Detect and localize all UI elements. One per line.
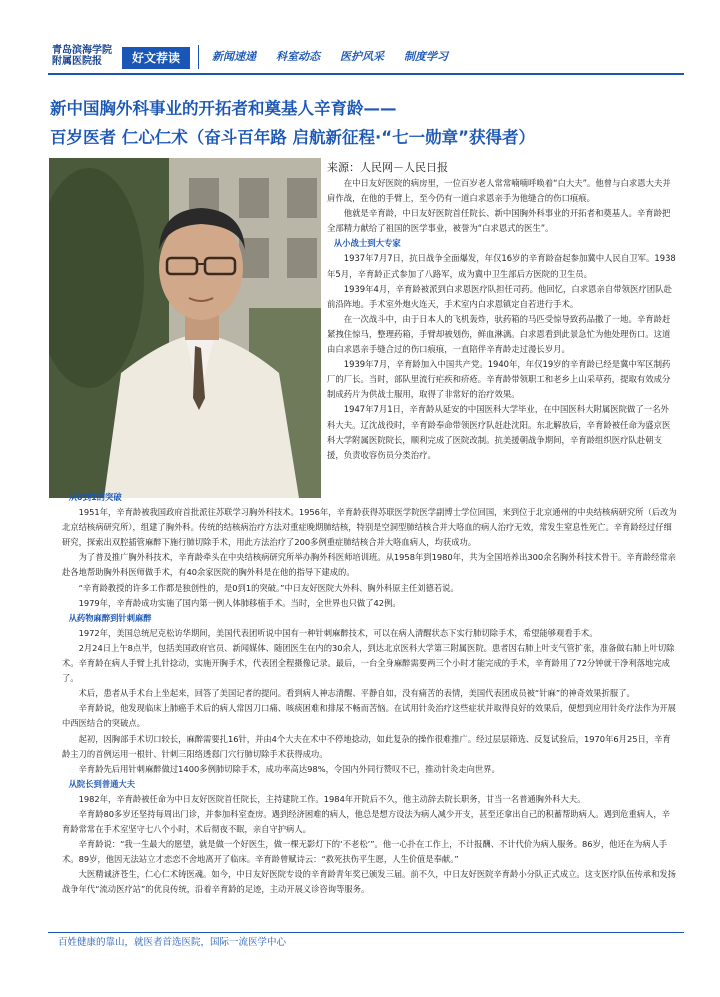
paragraph: 他就是辛育龄，中日友好医院首任院长、新中国胸外科事业的开拓者和奠基人。辛育龄把全部精力献给了祖国的医学事业，被誉为“白求恩式的医生”。 bbox=[327, 208, 671, 234]
paragraph: 辛育龄说，他发现临床上肺癌手术后的病人常因刀口痛、咳痰困难和排尿不畅而苦恼。在试用针灸治疗这些症状并取得良好的效果后，便想到应用针灸疗法作为开展中西医结合的突破点。 bbox=[62, 703, 676, 729]
article-source: 来源：人民网－人民日报 bbox=[327, 161, 448, 174]
paragraph: “辛育龄教授的许多工作都是独创性的，是0到1的突破。”中日友好医院大外科、胸外科原主任刘德若说。 bbox=[78, 582, 459, 593]
portrait-photo bbox=[49, 158, 321, 498]
nav-item-rules[interactable]: 制度学习 bbox=[404, 50, 448, 63]
newspaper-logo bbox=[52, 45, 114, 67]
paragraph: 1939年4月，辛育龄被派到白求恩医疗队担任司药。他回忆，白求恩亲自带领医疗团队赴前沿阵地。手术室外炮火连天，手术室内白求恩镇定自若进行手术。 bbox=[327, 283, 672, 309]
logo-line2: 附属医院报 bbox=[52, 56, 102, 67]
paragraph: 1947年7月1日，辛育龄从延安的中国医科大学毕业，在中国医科大附属医院做了一名外科大夫。辽沈战役时，辛育龄奉命带领医疗队赶赴沈阳。东北解放后，辛育龄被任命为盛京医科大学附属医院院长，顺利完成了医院改制。抗美援朝战争期间，辛育龄组织医疗队赴朝支援，负责收容伤员分类治疗。 bbox=[327, 404, 671, 460]
paragraph: 2月24日上午8点半，包括美国政府官员、新闻媒体、随团医生在内的30余人，到达北京医科大学第三附属医院。患者因右肺上叶支气管扩张，准备做右肺上叶切除术。辛育龄在病人手臂上扎针捻动，实施开胸手术，代表团全程摄像记录。最后，一台全身麻醉需要两三个小时才能完成的手术，辛育龄用了72分钟就干净利落地完成了。 bbox=[62, 642, 675, 684]
section-tag: 好文荐读 bbox=[122, 47, 190, 69]
main-body-text bbox=[62, 490, 678, 898]
paragraph: 在中日友好医院的病房里，一位百岁老人常常喃喃呼唤着“白大夫”。他曾与白求恩大夫并肩作战，在他的手臂上，至今仍有一道白求恩亲手为他缝合的伤口痕痕。 bbox=[327, 178, 671, 204]
header-divider bbox=[198, 45, 199, 69]
section-nav bbox=[212, 47, 448, 67]
paragraph: 1951年，辛育龄被我国政府首批派往苏联学习胸外科技术。1956年，辛育龄获得苏联医学院医学副博士学位回国，来到位于北京通州的中央结核病研究所（后改为北京结核病研究所），组建了胸外科。传统的结核病治疗方法对重症晚期肺结核，特别是空洞型肺结核合并大咯血的病人治疗无效，常发生窒息性死亡。辛育龄经过仔细研究，探索出双腔插管麻醉下施行肺切除手术，用此方法治疗了200多例重症肺结核合并大咯血病人，均获成功。 bbox=[62, 507, 677, 548]
nav-item-departments[interactable]: 科室动态 bbox=[276, 50, 320, 63]
subheading: 从院长到普通大夫 bbox=[68, 778, 136, 789]
subheading: 从小战士到大专家 bbox=[333, 238, 401, 249]
paragraph: 大医精诚济苍生，仁心仁术铸医魂。如今，中日友好医院专设的辛育龄青年奖已颁发三届。前不久，中日友好医院辛育龄小分队正式成立。这支医疗队伍传承和发扬战争年代“流动医疗站”的优良传统，沿着辛育龄的足迹，主动开展义诊咨询等服务。 bbox=[62, 869, 676, 895]
paragraph: 辛育龄先后用针刺麻醉做过1400多例肺切除手术，成功率高达98%，令国内外同行赞叹不已，推动针灸走向世界。 bbox=[78, 763, 500, 774]
nav-item-news[interactable]: 新闻速递 bbox=[212, 50, 256, 63]
right-column-text bbox=[327, 160, 677, 463]
header-rule bbox=[48, 73, 684, 75]
logo-line1: 青岛滨海学院 bbox=[52, 45, 112, 56]
paragraph: 辛育龄说：“我一生最大的愿望，就是做一个好医生，做一棵无影灯下的‘不老松’”。他一心扑在工作上，不计报酬、不计代价为病人服务。86岁，他还在为病人手术。89岁，他因无法站立才恋恋不舍地离开了临床。辛育龄曾赋诗云：“救死扶伤平生愿，人生价值是奉献。” bbox=[62, 839, 668, 865]
paragraph: 在一次战斗中，由于日本人的飞机轰炸，驮药箱的马匹受惊导致药品撒了一地。辛育龄赶紧拽住惊马，整理药箱，手臂却被划伤，鲜血淋漓。白求恩看到此景急忙为他处理伤口。这道由白求恩亲手缝合过的伤口痕痕，一直陪伴辛育龄走过漫长岁月。 bbox=[327, 313, 671, 355]
paragraph: 为了普及推广胸外科技术，辛育龄牵头在中央结核病研究所举办胸外科医师培训班。从1958年到1980年，共为全国培养出300余名胸外科技术骨干。辛育龄经常亲赴各地帮助胸外科医师做手术，有40余家医院的胸外科是在他的指导下建成的。 bbox=[62, 552, 676, 578]
page-header bbox=[0, 0, 720, 74]
paragraph: 1972年，美国总统尼克松访华期间，美国代表团听说中国有一种针刺麻醉技术，可以在病人清醒状态下实行肺切除手术，希望能够观看手术。 bbox=[78, 627, 598, 638]
footer-rule bbox=[48, 932, 684, 933]
footer-slogan: 百姓健康的靠山，就医者首选医院，国际一流医学中心 bbox=[58, 937, 287, 948]
paragraph: 1937年7月7日，抗日战争全面爆发，年仅16岁的辛育龄奋起参加冀中人民自卫军。1938年5月，辛育龄正式参加了八路军，成为冀中卫生部后方医院的卫生员。 bbox=[327, 253, 676, 279]
title-line1: 新中国胸外科事业的开拓者和奠基人辛育龄—— bbox=[50, 99, 397, 118]
subheading: 从药物麻醉到针刺麻醉 bbox=[68, 612, 152, 623]
paragraph: 辛育龄80多岁还坚持每周出门诊，并参加科室查房。遇到经济困难的病人，他总是想方设法为病人减少开支，甚至还拿出自己的积蓄帮助病人。遇到危重病人，辛育龄常常在手术室坚守七八个小时，术后彻夜不眠，亲自守护病人。 bbox=[62, 808, 670, 835]
paragraph: 术后，患者从手术台上坐起来，回答了美国记者的提问。看到病人神志清醒、平静自如，没有痛苦的表情，美国代表团成员被“针麻”的神奇效果折服了。 bbox=[78, 688, 635, 699]
title-line2: 百岁医者 仁心仁术（奋斗百年路 启航新征程·“七一勋章”获得者） bbox=[50, 128, 535, 147]
nav-item-staff[interactable]: 医护风采 bbox=[340, 50, 384, 63]
paragraph: 1939年7月，辛育龄加入中国共产党。1940年，年仅19岁的辛育龄已经是冀中军区制药厂的厂长。当时，部队里流行疟疾和疥疮。辛育龄带领职工和老乡上山采草药，提取有效成分制成药片为供战士服用，取得了非常好的治疗效果。 bbox=[327, 359, 671, 400]
article-title bbox=[50, 94, 690, 152]
paragraph: 1982年，辛育龄被任命为中日友好医院首任院长，主持建院工作。1984年开院后不久，他主动辞去院长职务，甘当一名普通胸外科大夫。 bbox=[78, 793, 586, 804]
paragraph: 1979年，辛育龄成功实施了国内第一例人体肺移植手术。当时，全世界也只做了42例。 bbox=[78, 597, 401, 608]
subheading: 从0到1的突破 bbox=[68, 492, 122, 502]
paragraph: 起初，因胸部手术切口较长，麻醉需要扎16针，并由4个大夫在术中不停地捻动，如此复杂的操作很难推广。经过层层筛选、反复试验后，1970年6月25日，辛育龄主刀的首例运用一根针、针刺三阳络透郄门穴行肺切除手术获得成功。 bbox=[62, 733, 671, 759]
